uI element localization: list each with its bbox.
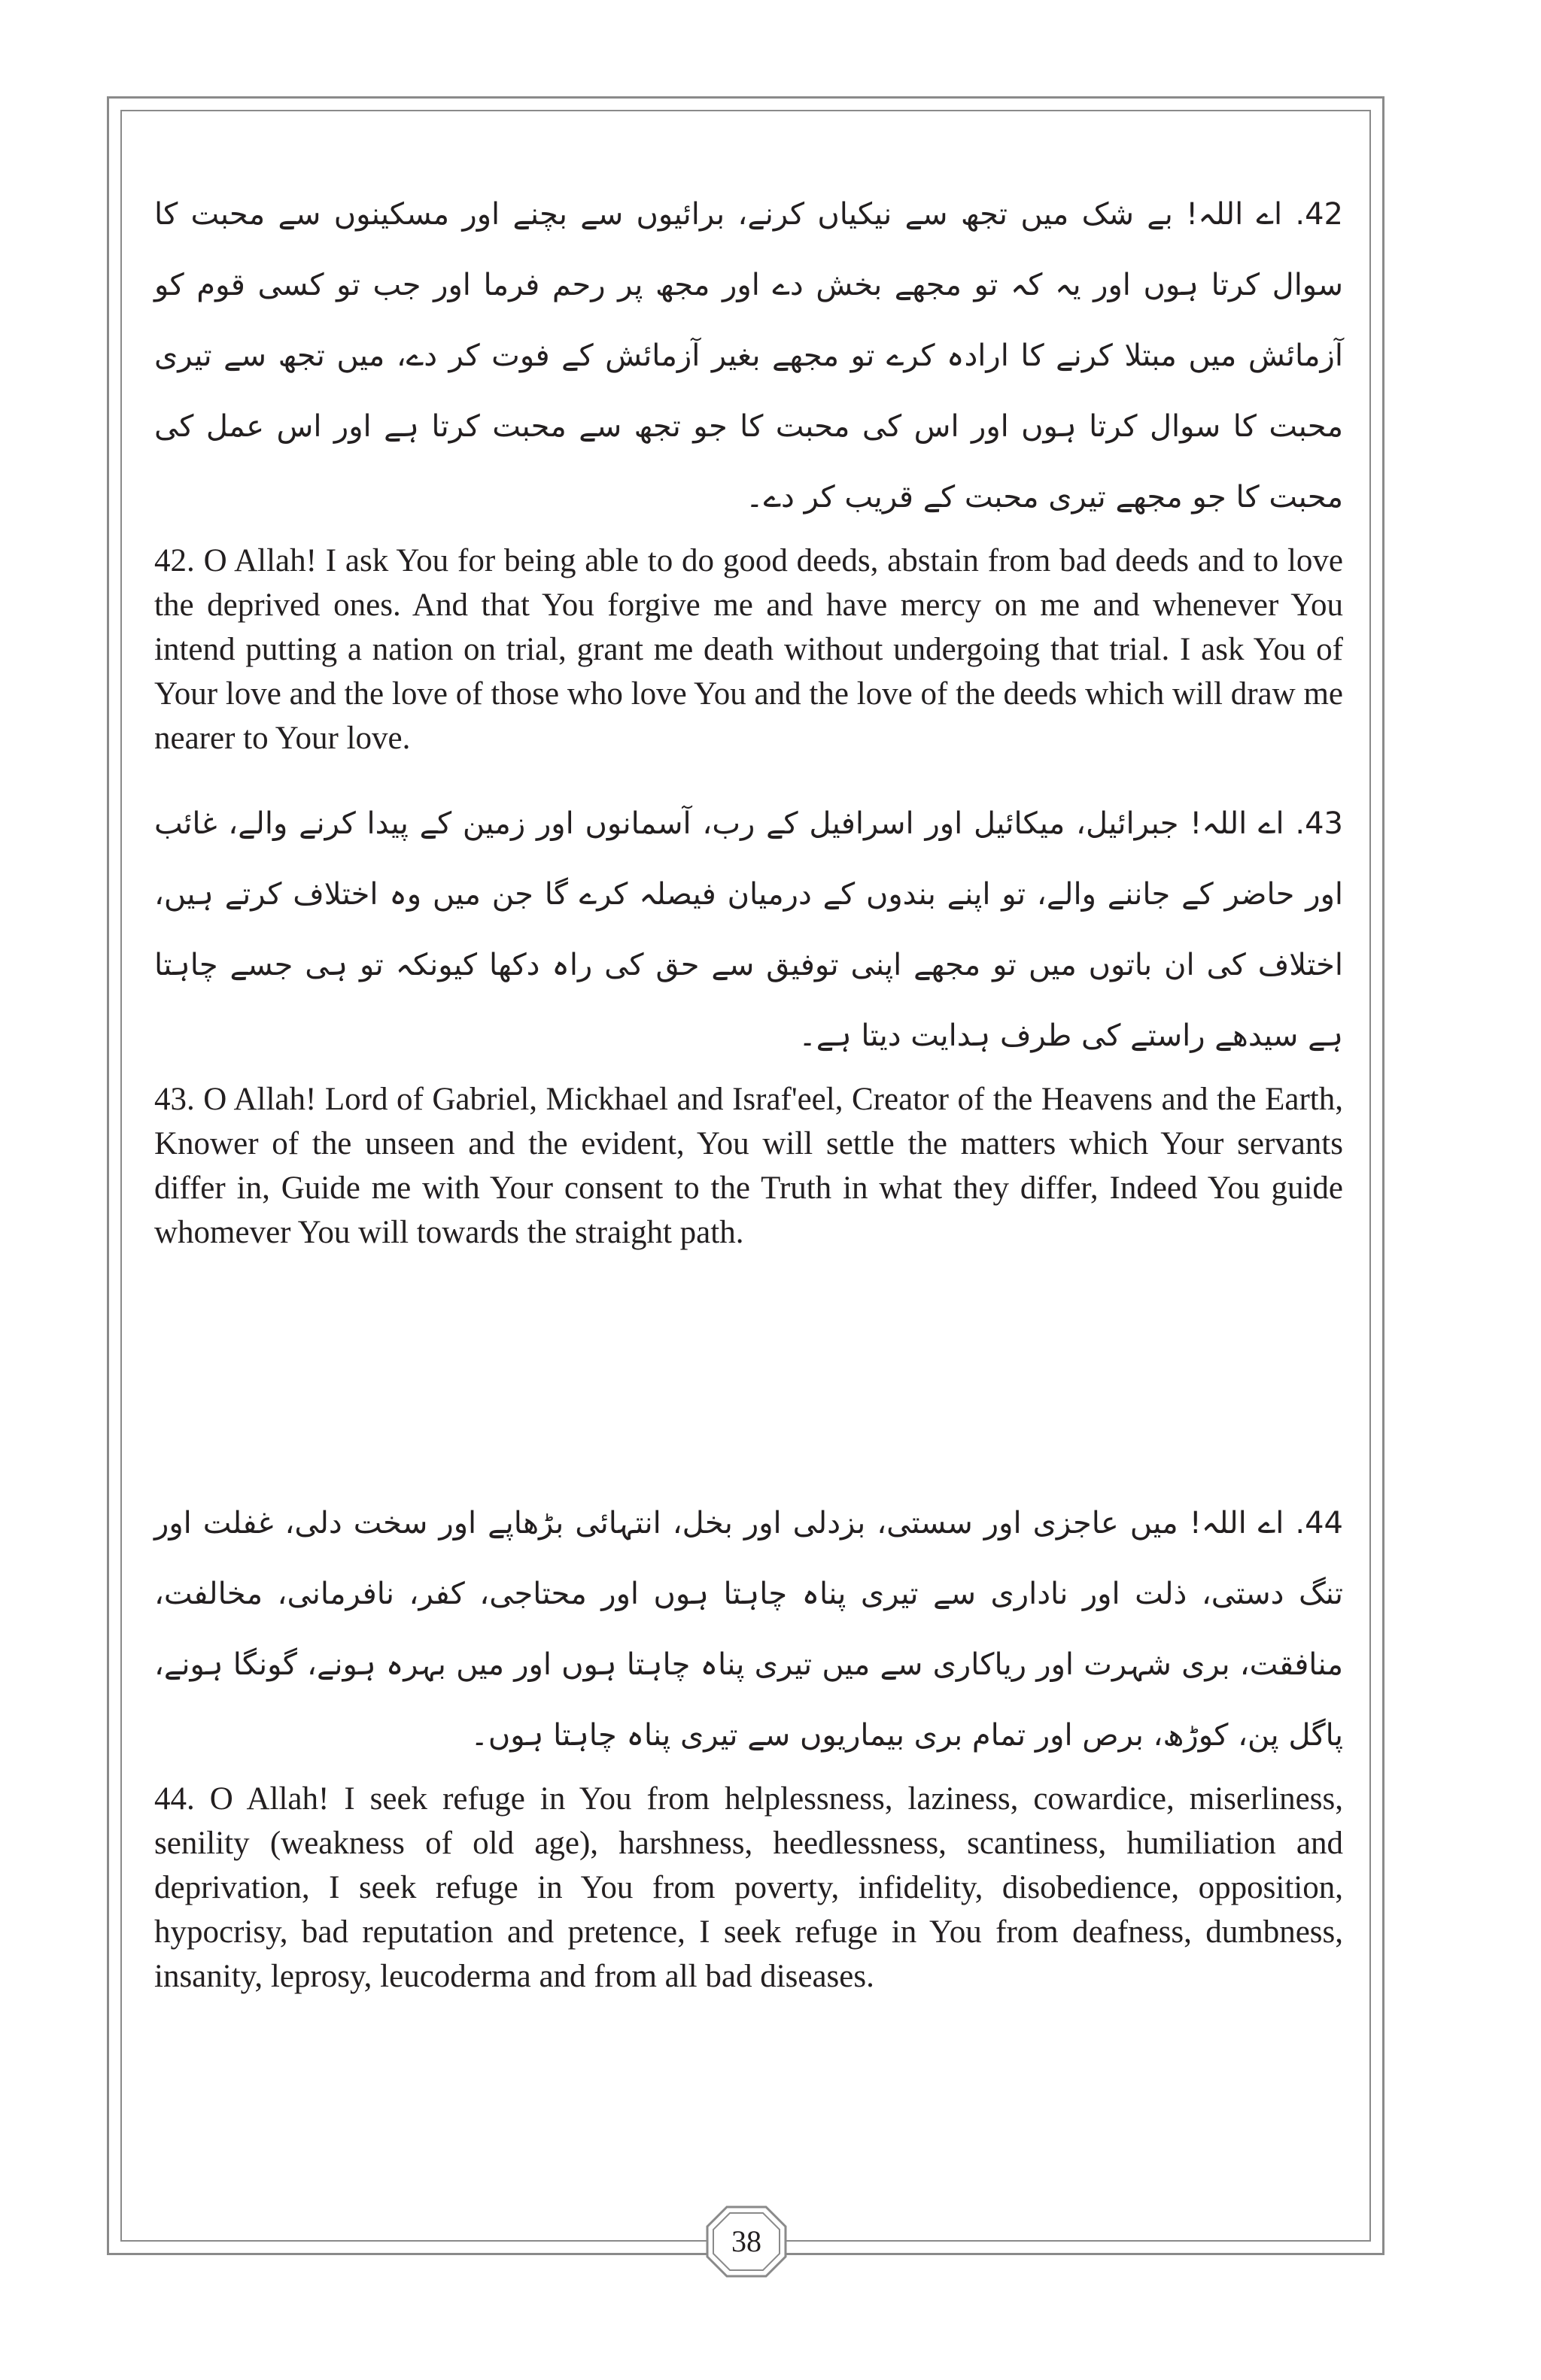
dua-entry-43 [154, 788, 1343, 1255]
page-number: 38 [731, 2224, 761, 2258]
dua-entry-44 [154, 1488, 1343, 1999]
urdu-text: 42. اے اللہ! بے شک میں تجھ سے نیکیاں کرنے، برائیوں سے بچنے اور مسکینوں سے محبت کا سوال کرتا ہوں اور یہ کہ تو مجھے بخش دے اور مجھ پر رحم فرما اور جب تو کسی قوم کو آزمائش میں مبتلا کرنے کا ارادہ کرے تو مجھے بغیر آزمائش کے فوت کر دے، میں تجھ سے تیری محبت کا سوال کرتا ہوں اور اس کی محبت کا جو تجھ سے محبت کرتا ہے اور اس عمل کی محبت کا جو مجھے تیری محبت کے قریب کر دے۔ [154, 197, 1343, 515]
urdu-text: 44. اے اللہ! میں عاجزی اور سستی، بزدلی اور بخل، انتہائی بڑھاپے اور سخت دلی، غفلت اور تنگ دستی، ذلت اور ناداری سے تیری پناہ چاہتا ہوں اور محتاجی، کفر، نافرمانی، مخالفت، منافقت، بری شہرت اور ریاکاری سے میں تیری پناہ چاہتا ہوں اور میں بہرہ ہونے، گونگا ہونے، پاگل پن، کوڑھ، برص اور تمام بری بیماریوں سے تیری پناہ چاہتا ہوں۔ [154, 1506, 1343, 1753]
urdu-text: 43. اے اللہ! جبرائیل، میکائیل اور اسرافیل کے رب، آسمانوں اور زمین کے پیدا کرنے والے، غائب اور حاضر کے جاننے والے، تو اپنے بندوں کے درمیان فیصلہ کرے گا جن میں وہ اختلاف کرتے ہیں، اختلاف کی ان باتوں میں تو مجھے اپنی توفیق سے حق کی راہ دکھا کیونکہ تو ہی جسے چاہتا ہے سیدھے راستے کی طرف ہدایت دیتا ہے۔ [154, 806, 1343, 1053]
english-translation: 43. O Allah! Lord of Gabriel, Mickhael and Israf'eel, Creator of the Heavens and the Earth, Knower of the unseen and the evident, You will settle the matters which Your servants differ in, Guide me with Your consent to the Truth in what they differ, Indeed You guide whomever You will towards the straight path. [154, 1082, 1343, 1250]
page-number-badge [704, 2204, 789, 2279]
english-translation: 42. O Allah! I ask You for being able to do good deeds, abstain from bad deeds and to love the deprived ones. And that You forgive me and have mercy on me and whenever You intend putting a nation on trial, grant me death without undergoing that trial. I ask You of Your love and the love of those who love You and the love of the deeds which will draw me nearer to Your love. [154, 543, 1343, 756]
english-translation: 44. O Allah! I seek refuge in You from helplessness, laziness, cowardice, miserliness, senility (weakness of old age), harshness, heedlessness, scantiness, humiliation and deprivation, I seek refuge in You from poverty, infidelity, disobedience, opposition, hypocrisy, bad reputation and pretence, I seek refuge in You from deafness, dumbness, insanity, leprosy, leucoderma and from all bad diseases. [154, 1781, 1343, 1994]
dua-entry-42 [154, 179, 1343, 760]
